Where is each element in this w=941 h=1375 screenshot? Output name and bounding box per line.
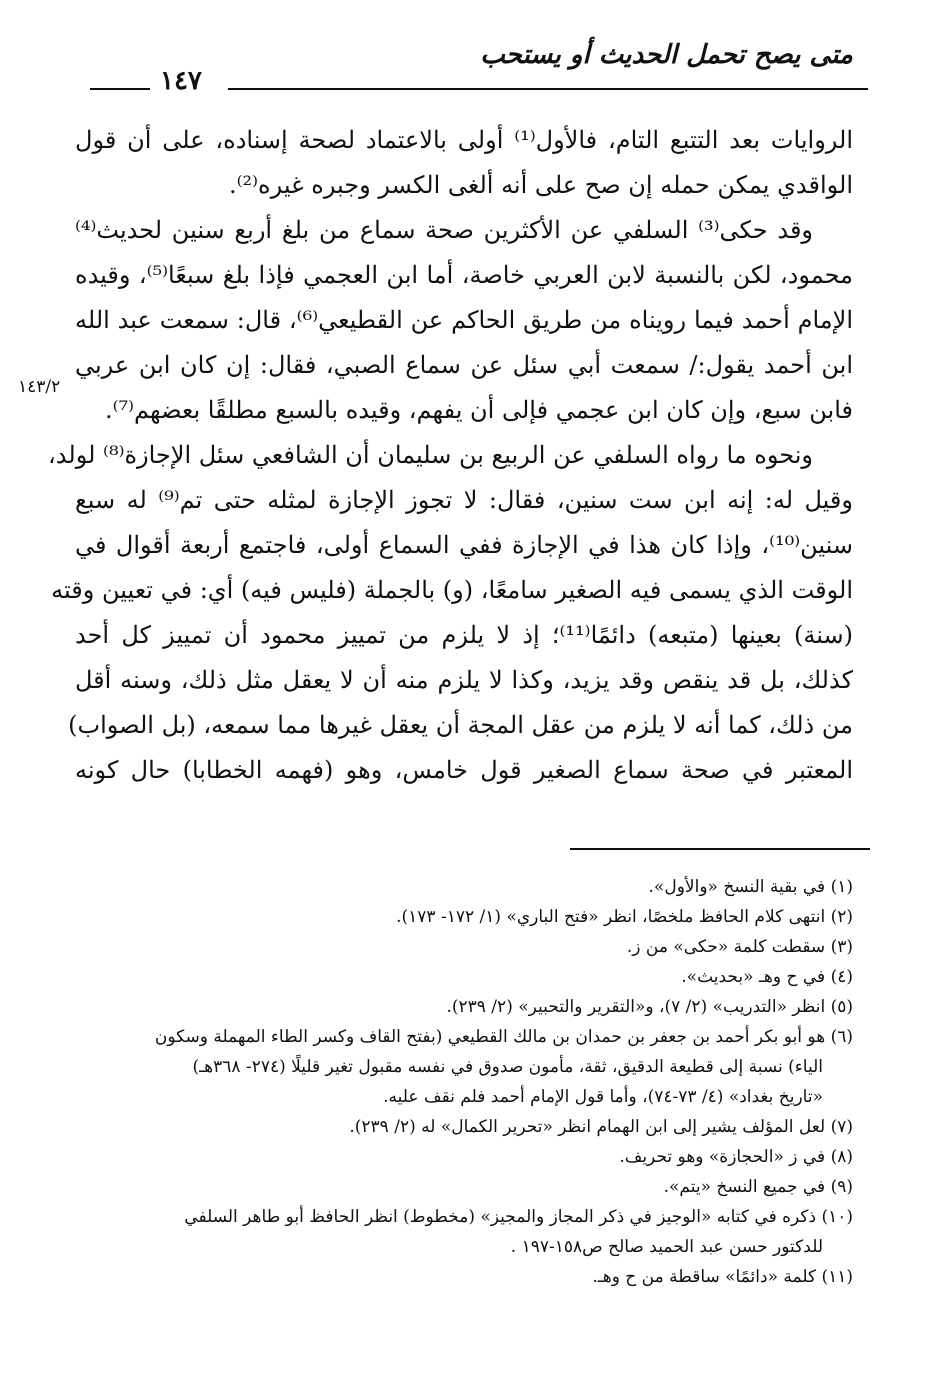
body-line: الإمام أحمد فيما رويناه من طريق الحاكم عن القطيعي⁽⁶⁾، قال: سمعت عبد الله xyxy=(75,306,854,334)
footnote: (١٠) ذكره في كتابه «الوجيز في ذكر المجاز والمجيز» (مخطوط) انظر الحافظ أبو طاهر السلفي xyxy=(184,1207,853,1227)
page-number-rule xyxy=(90,88,150,90)
footnote: (٨) في ز «الحجازة» وهو تحريف. xyxy=(619,1147,853,1167)
body-line: (سنة) بعينها (متبعه) دائمًا⁽¹¹⁾؛ إذ لا يلزم من تمييز محمود أن تمييز كل أحد xyxy=(75,621,854,649)
header-rule xyxy=(228,88,868,90)
body-line: كذلك، بل قد ينقص وقد يزيد، وكذا لا يلزم منه أن لا يعقل مثل ذلك، وسنه أقل xyxy=(75,666,853,694)
footnote: (٥) انظر «التدريب» (٢/ ٧)، و«التقرير والتحبير» (٢/ ٢٣٩). xyxy=(446,997,853,1017)
footnote: (٣) سقطت كلمة «حكى» من ز. xyxy=(626,937,853,957)
footnote: (٧) لعل المؤلف يشير إلى ابن الهمام انظر «تحرير الكمال» له (٢/ ٢٣٩). xyxy=(349,1117,853,1137)
body-line: سنين⁽¹⁰⁾، وإذا كان هذا في الإجازة ففي السماع أولى، فاجتمع أربعة أقوال في xyxy=(75,531,853,559)
footnote-continuation: للدكتور حسن عبد الحميد صالح ص١٥٨-١٩٧ . xyxy=(510,1237,823,1257)
body-line: من ذلك، كما أنه لا يلزم من عقل المجة أن يعقل غيرها مما سمعه، (بل الصواب) xyxy=(68,711,853,739)
footnote-continuation: الياء) نسبة إلى قطيعة الدقيق، ثقة، مأمون صدوق في نفسه مقبول تغير قليلًا (٢٧٤- ٣٦٨هـ) xyxy=(192,1057,823,1077)
footnote: (٩) في جميع النسخ «يتم». xyxy=(663,1177,853,1197)
footnote: (٦) هو أبو بكر أحمد بن جعفر بن حمدان بن مالك القطيعي (بفتح القاف وكسر الطاء المهملة وسكون xyxy=(154,1027,853,1047)
body-line: ابن أحمد يقول:/ سمعت أبي سئل عن سماع الصبي، فقال: إن كان ابن عربي xyxy=(75,351,853,379)
footnote: (٤) في ح وهـ «بحديث». xyxy=(681,967,853,987)
body-line: وقد حكى⁽³⁾ السلفي عن الأكثرين صحة سماع من بلغ أربع سنين لحديث⁽⁴⁾ xyxy=(75,216,814,244)
body-line: فابن سبع، وإن كان ابن عجمي فإلى أن يفهم، وقيده بالسبع مطلقًا بعضهم⁽⁷⁾. xyxy=(104,396,853,424)
footnote: (١) في بقية النسخ «والأول». xyxy=(648,877,853,897)
running-title: متى يصح تحمل الحديث أو يستحب xyxy=(480,40,853,70)
body-line: الروايات بعد التتبع التام، فالأول⁽¹⁾ أولى بالاعتماد لصحة إسناده، على أن قول xyxy=(75,126,853,154)
body-line: الواقدي يمكن حمله إن صح على أنه ألغى الكسر وجبره غيره⁽²⁾. xyxy=(228,171,853,199)
footnote-separator xyxy=(570,848,870,850)
body-line: محمود، لكن بالنسبة لابن العربي خاصة، أما ابن العجمي فإذا بلغ سبعًا⁽⁵⁾، وقيده xyxy=(75,261,853,289)
body-line: المعتبر في صحة سماع الصغير قول خامس، وهو (فهمه الخطابا) حال كونه xyxy=(75,756,853,784)
body-line: الوقت الذي يسمى فيه الصغير سامعًا، (و) بالجملة (فليس فيه) أي: في تعيين وقته xyxy=(51,576,853,604)
footnote: (١١) كلمة «دائمًا» ساقطة من ح وهـ. xyxy=(592,1267,853,1287)
body-line: وقيل له: إنه ابن ست سنين، فقال: لا تجوز الإجازة لمثله حتى تم⁽⁹⁾ له سبع xyxy=(75,486,853,514)
page-number: ١٤٧ xyxy=(160,66,202,96)
body-line: ونحوه ما رواه السلفي عن الربيع بن سليمان أن الشافعي سئل الإجازة⁽⁸⁾ لولد، xyxy=(48,441,813,469)
footnote-continuation: «تاريخ بغداد» (٤/ ٧٣-٧٤)، وأما قول الإمام أحمد فلم نقف عليه. xyxy=(383,1087,823,1107)
body-text xyxy=(48,118,854,793)
margin-reference: ١٤٣/٢ xyxy=(18,377,61,397)
footnotes xyxy=(63,872,853,1292)
footnote: (٢) انتهى كلام الحافظ ملخصًا، انظر «فتح الباري» (١/ ١٧٢- ١٧٣). xyxy=(396,907,853,927)
